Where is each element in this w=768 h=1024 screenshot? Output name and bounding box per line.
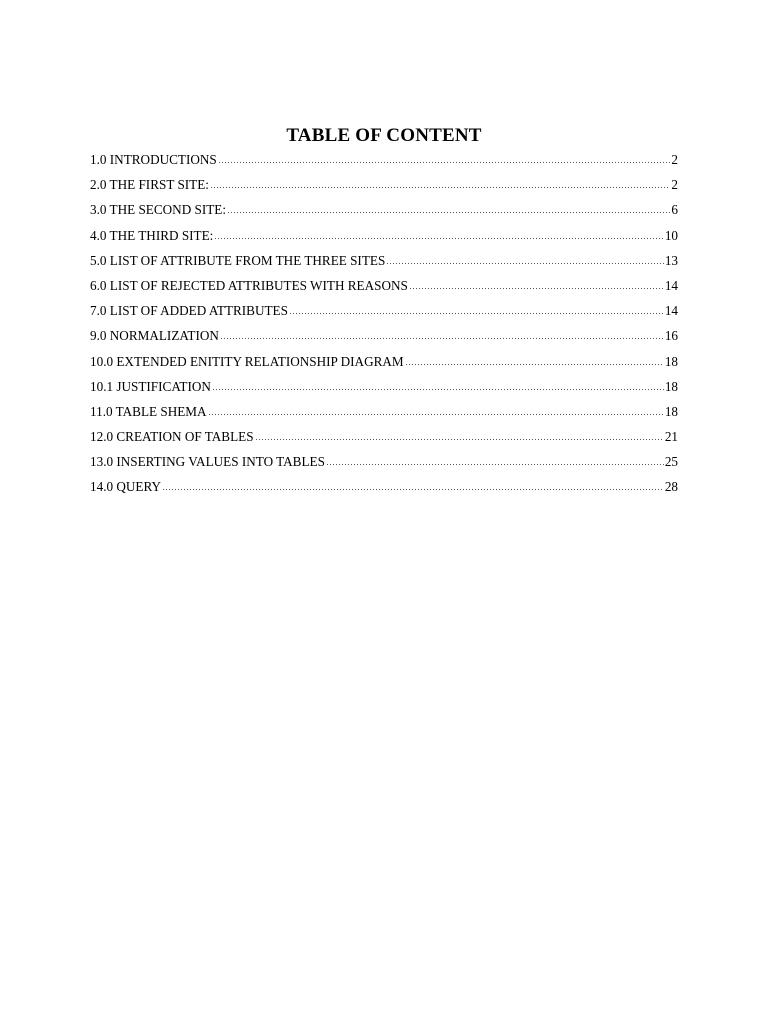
- toc-entry-page: 18: [664, 403, 678, 419]
- toc-entry[interactable]: [90, 301, 678, 326]
- toc-entry-label: 4.0 THE THIRD SITE:: [90, 227, 214, 243]
- toc-dot-leader: [326, 452, 664, 466]
- toc-entry[interactable]: [90, 226, 678, 251]
- toc-entry[interactable]: [90, 200, 678, 225]
- toc-entry-label: 10.0 EXTENDED ENITITY RELATIONSHIP DIAGRAM: [90, 353, 404, 369]
- toc-dot-leader: [218, 150, 671, 164]
- toc-dot-leader: [214, 226, 663, 240]
- toc-dot-leader: [255, 427, 664, 441]
- toc-entry[interactable]: [90, 175, 678, 200]
- toc-entry-label: 13.0 INSERTING VALUES INTO TABLES: [90, 454, 325, 470]
- toc-entry-label: 10.1 JUSTIFICATION: [90, 378, 211, 394]
- toc-dot-leader: [220, 326, 664, 340]
- toc-entry-page: 18: [664, 378, 678, 394]
- toc-dot-leader: [289, 301, 664, 315]
- toc-entry[interactable]: [90, 427, 678, 452]
- toc-entry-label: 11.0 TABLE SHEMA: [90, 403, 207, 419]
- toc-entry[interactable]: [90, 150, 678, 175]
- toc-entry-page: 14: [664, 277, 678, 293]
- toc-dot-leader: [208, 402, 664, 416]
- toc-entry-label: 9.0 NORMALIZATION: [90, 328, 219, 344]
- toc-entry-page: 25: [664, 454, 678, 470]
- toc-entry-page: 2: [671, 177, 678, 193]
- toc-entry[interactable]: [90, 352, 678, 377]
- toc-dot-leader: [386, 251, 664, 265]
- toc-entry[interactable]: [90, 377, 678, 402]
- toc-entry-page: 13: [664, 252, 678, 268]
- toc-entry[interactable]: [90, 326, 678, 351]
- toc-entry-page: 6: [671, 202, 678, 218]
- toc-entry-label: 14.0 QUERY: [90, 479, 162, 495]
- toc-entry[interactable]: [90, 276, 678, 301]
- toc-dot-leader: [210, 175, 670, 189]
- toc-dot-leader: [409, 276, 664, 290]
- toc-entry-page: 18: [664, 353, 678, 369]
- toc-entry-page: 10: [664, 227, 678, 243]
- toc-list: [90, 150, 678, 503]
- toc-entry-label: 12.0 CREATION OF TABLES: [90, 429, 254, 445]
- toc-dot-leader: [227, 200, 670, 214]
- toc-entry[interactable]: [90, 402, 678, 427]
- toc-title: TABLE OF CONTENT: [286, 125, 482, 146]
- toc-entry-page: 14: [664, 303, 678, 319]
- toc-dot-leader: [212, 377, 664, 391]
- toc-entry-page: 21: [664, 429, 678, 445]
- toc-entry-label: 6.0 LIST OF REJECTED ATTRIBUTES WITH REASONS: [90, 277, 408, 293]
- toc-entry-page: 28: [664, 479, 678, 495]
- toc-entry-label: 5.0 LIST OF ATTRIBUTE FROM THE THREE SITES: [90, 252, 386, 268]
- toc-entry-label: 3.0 THE SECOND SITE:: [90, 202, 227, 218]
- toc-entry-page: 16: [664, 328, 678, 344]
- toc-entry-label: 2.0 THE FIRST SITE:: [90, 177, 209, 193]
- toc-entry[interactable]: [90, 477, 678, 502]
- toc-entry-page: 2: [671, 152, 678, 167]
- toc-entry-label: 7.0 LIST OF ADDED ATTRIBUTES: [90, 303, 288, 319]
- toc-entry-label: 1.0 INTRODUCTIONS: [90, 152, 217, 167]
- toc-entry[interactable]: [90, 251, 678, 276]
- toc-entry[interactable]: [90, 452, 678, 477]
- toc-dot-leader: [405, 352, 664, 366]
- toc-dot-leader: [162, 477, 664, 491]
